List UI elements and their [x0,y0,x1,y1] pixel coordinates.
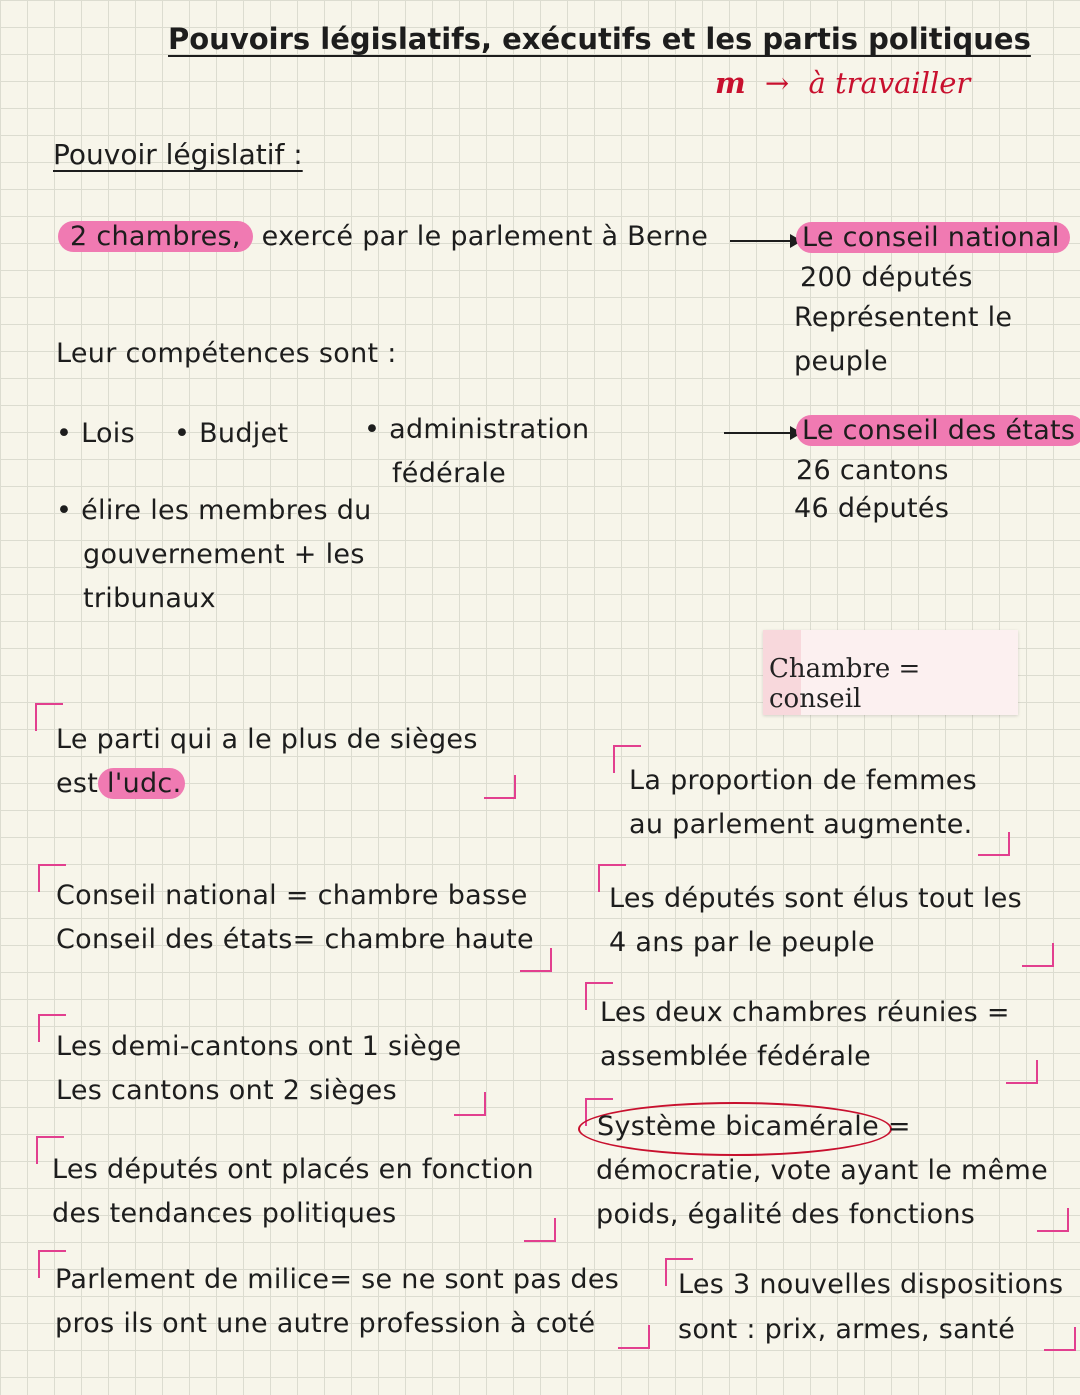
national-deputies: 200 députés [800,262,973,293]
cn-line-1: Conseil national = chambre basse [56,880,528,911]
demi-line-2: Les cantons ont 2 sièges [56,1075,397,1106]
states-deputies: 46 députés [794,493,950,524]
bracket-icon [524,1218,556,1242]
nouv-line-2: sont : prix, armes, santé [678,1314,1016,1345]
national-represent: Représentent le [794,302,1013,333]
femmes-line-2: au parlement augmente. [629,809,973,840]
udc-line-1: Le parti qui a le plus de sièges [56,724,478,755]
arrow-icon [730,240,800,242]
bullet-elire: • élire les membres du [56,495,372,526]
states-title: Le conseil des états [796,409,1080,453]
cn-line-2: Conseil des états= chambre haute [56,924,534,955]
national-people: peuple [794,346,888,377]
bracket-icon [454,1092,486,1116]
milice-line-1: Parlement de milice= se ne sont pas des [55,1264,620,1295]
dep-line-2: 4 ans par le peuple [609,927,875,958]
bracket-icon [618,1325,650,1349]
demi-line-1: Les demi-cantons ont 1 siège [56,1031,462,1062]
bracket-icon [484,775,516,799]
femmes-line-1: La proportion de femmes [629,765,978,796]
bullet-elire-2: gouvernement + les [83,539,365,570]
deux-line-1: Les deux chambres réunies = [600,997,1010,1028]
bullet-lois: • Lois [56,418,135,449]
national-title: Le conseil national [796,216,1070,260]
sticky-note: Chambre = conseil [763,630,1018,715]
annotation-mark: m → à travailler [715,66,971,100]
bracket-icon [1022,943,1054,967]
plac-line-1: Les députés ont placés en fonction [52,1154,534,1185]
bullet-admin-2: fédérale [392,458,507,489]
dep-line-1: Les députés sont élus tout les [609,883,1022,914]
deux-line-2: assemblée fédérale [600,1041,872,1072]
arrow-icon [724,432,800,434]
bullet-budget: • Budjet [174,418,289,449]
page-title: Pouvoirs législatifs, exécutifs et les partis politiques [168,22,1031,56]
chambers-line: 2 chambres, exercé par le parlement à Berne [58,215,708,259]
bica-line-1: Système bicamérale = [597,1111,911,1142]
udc-line-2: est l'udc. [56,762,185,806]
bracket-icon [520,948,552,972]
bracket-icon [978,832,1010,856]
bullet-elire-3: tribunaux [83,583,216,614]
chambers-highlight: 2 chambres, [58,221,253,252]
competences-heading: Leur compétences sont : [56,338,397,369]
bracket-icon [1006,1060,1038,1084]
bullet-admin: • administration [364,414,590,445]
milice-line-2: pros ils ont une autre profession à coté [55,1308,596,1339]
bica-line-3: poids, égalité des fonctions [596,1199,976,1230]
bracket-icon [1037,1208,1069,1232]
section-heading: Pouvoir législatif : [53,138,303,171]
bica-line-2: démocratie, vote ayant le même [596,1155,1049,1186]
states-cantons: 26 cantons [796,455,949,486]
nouv-line-1: Les 3 nouvelles dispositions [678,1269,1064,1300]
plac-line-2: des tendances politiques [52,1198,397,1229]
bracket-icon [1044,1327,1076,1351]
